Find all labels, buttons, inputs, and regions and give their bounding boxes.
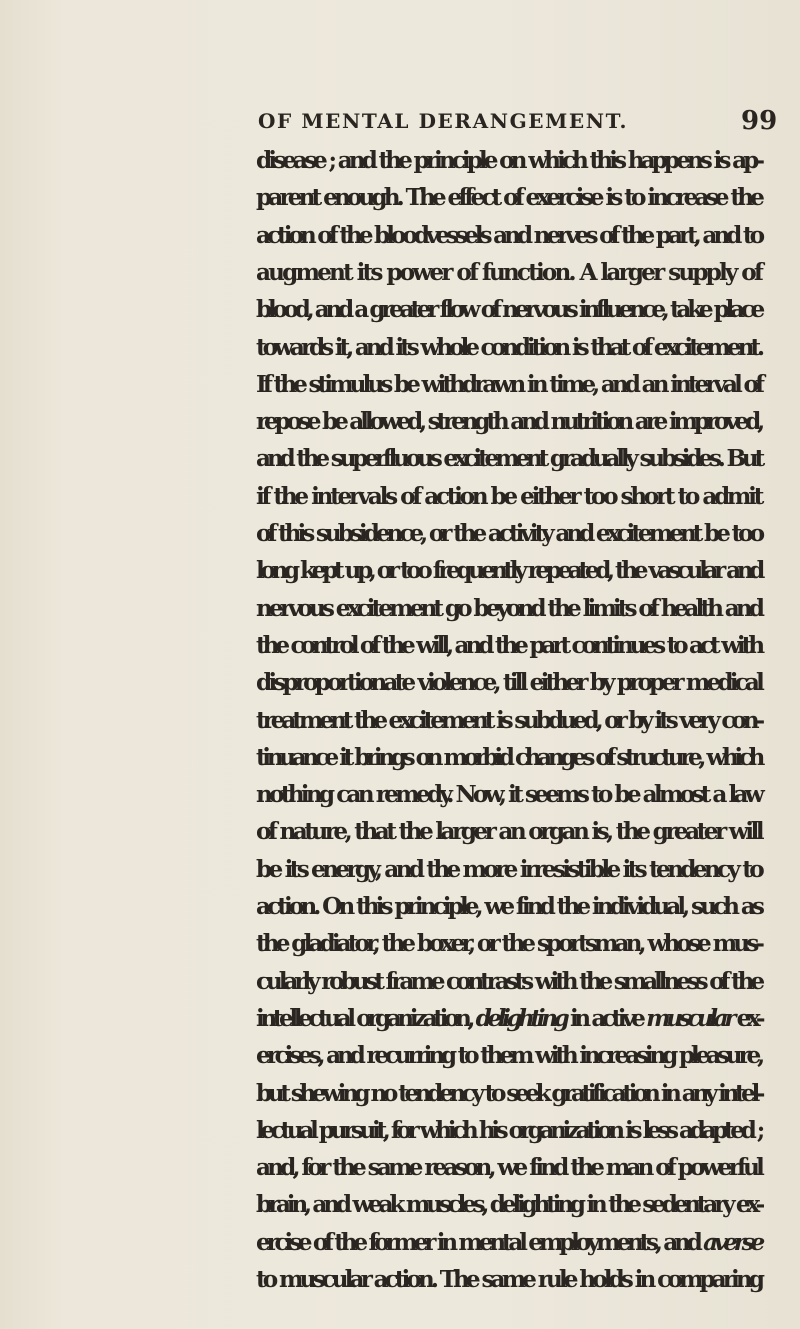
text-line-10: if the intervals of action be either too short to admit <box>256 482 761 510</box>
running-head: OF MENTAL DERANGEMENT. <box>258 109 629 133</box>
text-line-30: ercise of the former in mental employments, and averse <box>256 1228 761 1256</box>
text-line-15: disproportionate violence, till either by proper medical <box>256 669 761 697</box>
text-line-25: ercises, and recurring to them with increasing pleasure, <box>256 1042 761 1070</box>
text-line-28: and, for the same reason, we find the man of powerful <box>256 1154 761 1182</box>
text-line-14: the control of the will, and the part continues to act with <box>256 631 761 659</box>
text-line-19: of nature, that the larger an organ is, the greater will <box>256 818 761 846</box>
text-line-6: towards it, and its whole condition is that of excitement. <box>256 333 761 361</box>
text-line-22: the gladiator, the boxer, or the sportsman, whose mus- <box>256 930 761 958</box>
text-line-29: brain, and weak muscles, delighting in the sedentary ex- <box>256 1191 761 1219</box>
text-line-1: disease ; and the principle on which this happens is ap- <box>256 147 761 174</box>
text-line-9: and the superfluous excitement gradually subsides. But <box>256 445 761 473</box>
text-line-13: nervous excitement go beyond the limits of health and <box>256 594 761 622</box>
text-line-4: augment its power of function. A larger supply of <box>256 258 761 286</box>
text-line-7: If the stimulus be withdrawn in time, and an interval of <box>256 370 761 398</box>
text-line-11: of this subsidence, or the activity and excitement be too <box>256 520 761 547</box>
text-line-16: treatment the excitement is subdued, or by its very con- <box>256 706 761 734</box>
text-line-12: long kept up, or too frequently repeated, the vascular and <box>256 557 761 585</box>
text-line-26: but shewing no tendency to seek gratification in any intel- <box>256 1079 761 1107</box>
text-line-2: parent enough. The effect of exercise is to increase the <box>256 184 761 212</box>
page-header <box>0 106 800 145</box>
text-line-5: blood, and a greater flow of nervous influence, take place <box>256 296 761 324</box>
page-number: 99 <box>741 106 778 136</box>
text-line-20: be its energy, and the more irresistible its tendency to <box>256 855 761 883</box>
text-line-17: tinuance it brings on morbid changes of structure, which <box>256 743 761 771</box>
text-line-3: action of the bloodvessels and nerves of the part, and to <box>256 221 761 249</box>
text-line-27: lectual pursuit, for which his organization is less adapted ; <box>256 1116 761 1144</box>
text-line-21: action. On this principle, we find the individual, such as <box>256 893 761 920</box>
text-line-23: cularly robust frame contrasts with the smallness of the <box>256 967 761 995</box>
text-line-8: repose be allowed, strength and nutrition are improved, <box>256 408 761 436</box>
text-line-24: intellectual organization, delighting in active muscular ex- <box>256 1004 762 1032</box>
text-line-31: to muscular action. The same rule holds in comparing <box>256 1266 761 1293</box>
text-line-18: nothing can remedy. Now, it seems to be almost a law <box>256 781 761 809</box>
